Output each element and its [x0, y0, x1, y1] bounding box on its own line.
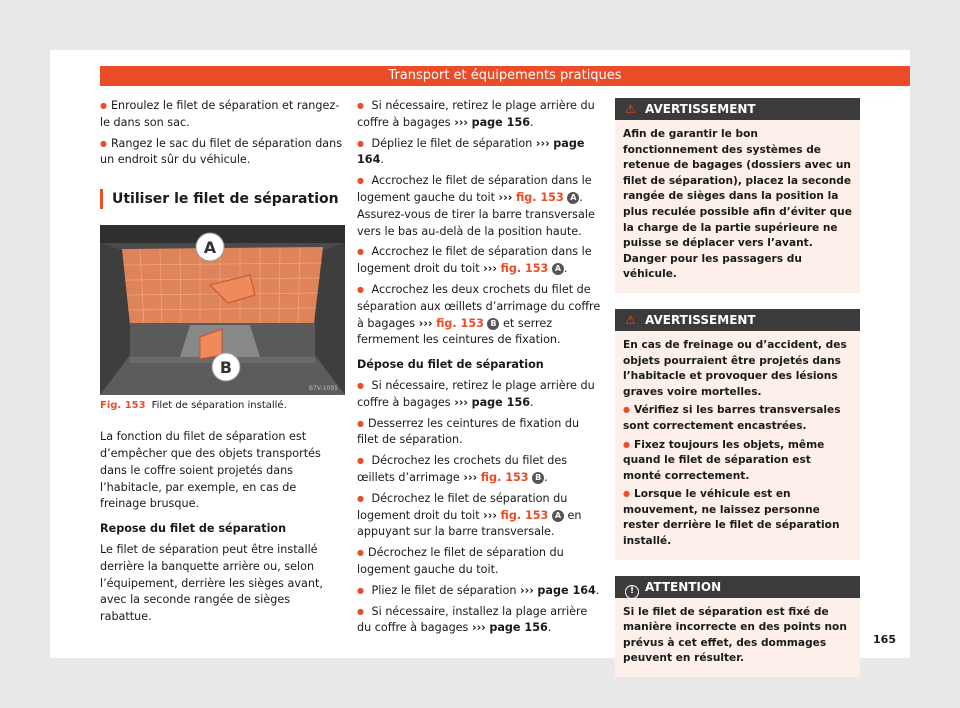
step-item: ● Dépliez le filet de séparation ››› page 164. [357, 136, 602, 170]
warning-header: ⚠ AVERTISSEMENT [615, 309, 860, 331]
page-link[interactable]: page 156 [489, 621, 548, 635]
step-item: ● Décrochez le filet de séparation du logement gauche du toit. [357, 545, 602, 579]
step-item: ● Pliez le filet de séparation ››› page 164. [357, 583, 602, 600]
info-circle-icon: ! [625, 585, 639, 599]
figure-link[interactable]: fig. 153 [480, 470, 529, 484]
figure-caption [100, 399, 345, 413]
subheading-install: Repose du filet de séparation [100, 522, 287, 536]
warning-box [615, 309, 860, 560]
attention-body: Si le filet de séparation est fixé de manière incorrecte en des points non prévus à cet effet, des dommages peuvent en résulter. [623, 605, 847, 665]
figure-link[interactable]: fig. 153 [436, 316, 484, 330]
callout-b: B [219, 358, 233, 378]
step-item: ● Si nécessaire, installez la plage arrière du coffre à bagages ››› page 156. [357, 604, 602, 638]
figure-link[interactable]: fig. 153 [500, 262, 549, 276]
step-item: ● Si nécessaire, retirez le plage arrière du coffre à bagages ››› page 156. [357, 98, 602, 132]
step-item: ● Accrochez les deux crochets du filet de séparation aux œillets d’arrimage du coffre à bagages ››› fig. 153 B et serrez fermement les ceintures de fixation. [357, 282, 602, 349]
step-item: ● Si nécessaire, retirez le plage arrière du coffre à bagages ››› page 156. [357, 378, 602, 412]
bullet-item: ● Enroulez le filet de séparation et rangez-le dans son sac. [100, 98, 345, 132]
step-item: ● Décrochez les crochets du filet des œillets d’arrimage ››› fig. 153 B . [357, 453, 602, 487]
warning-triangle-icon: ⚠ [625, 312, 636, 327]
warning-bullet: ● Fixez toujours les objets, même quand le filet de séparation est monté correctement. [623, 437, 852, 485]
step-item: ● Décrochez le filet de séparation du logement droit du toit ››› fig. 153 A en appuyant sur la barre transversale. [357, 491, 602, 541]
warning-box [615, 98, 860, 293]
callout-badge-a: A [567, 192, 579, 204]
section-title: Utiliser le filet de séparation [100, 189, 345, 209]
figure-caption-text: Filet de séparation installé. [151, 400, 287, 412]
figure-link[interactable]: fig. 153 [515, 190, 564, 204]
figure-code: B7V-1095 [308, 385, 338, 393]
figure-label: Fig. 153 [100, 400, 146, 412]
body-paragraph: Le filet de séparation peut être installé derrière la banquette arrière ou, selon l’équipement, derrière les sièges avant, avec la seconde rangée de sièges rabattue. [100, 542, 323, 624]
page-link[interactable]: page 164 [537, 583, 596, 597]
bullet-item: ● Rangez le sac du filet de séparation dans un endroit sûr du véhicule. [100, 136, 345, 170]
intro-paragraph: La fonction du filet de séparation est d’empêcher que des objets transportés dans le coffre soient projetés dans l’habitacle, par exemple, en cas de freinage brusque. [100, 430, 321, 511]
warning-bullet: ● Lorsque le véhicule est en mouvement, ne laissez personne rester derrière le filet de séparation installé. [623, 486, 852, 549]
attention-box [615, 576, 860, 677]
callout-badge-a: A [552, 263, 564, 275]
page [50, 50, 910, 665]
warning-body: En cas de freinage ou d’accident, des objets pourraient être projetés dans l’habitacle et provoquer des lésions graves voire mortelles. ● Vérifiez si les barres transversales sont correctement encastrées. ● Fixez toujours les objets, même quand le filet de séparation est monté correctement. ● Lorsque le véhicule est en mouvement, ne laissez personne rester derrière le filet de séparation installé. [615, 331, 860, 560]
cargo-net-illustration [100, 225, 345, 395]
step-item: ● Desserrez les ceintures de fixation du filet de séparation. [357, 416, 602, 450]
figure-link[interactable]: fig. 153 [500, 508, 549, 522]
warning-header: ⚠ AVERTISSEMENT [615, 98, 860, 120]
step-item: ● Accrochez le filet de séparation dans le logement droit du toit ››› fig. 153 A . [357, 244, 602, 278]
callout-badge-b: B [487, 318, 499, 330]
warning-bullet: ● Vérifiez si les barres transversales sont correctement encastrées. [623, 402, 852, 434]
page-link[interactable]: page 164 [357, 136, 585, 167]
column-right [615, 98, 860, 693]
column-middle [357, 98, 602, 641]
subheading-remove: Dépose du filet de séparation [357, 358, 544, 372]
step-item: ● Accrochez le filet de séparation dans le logement gauche du toit ››› fig. 153 A . Assurez-vous de tirer la barre transversale vers le bas au-delà de la position haute. [357, 173, 602, 240]
callout-badge-a: A [552, 510, 564, 522]
chapter-header: Transport et équipements pratiques [100, 66, 910, 86]
page-link[interactable]: page 156 [471, 395, 531, 409]
warning-triangle-icon: ⚠ [625, 102, 636, 116]
attention-header: ! ATTENTION [615, 576, 860, 598]
callout-badge-b: B [532, 472, 544, 484]
figure-153 [100, 225, 345, 395]
column-left [100, 98, 345, 630]
page-number: 165 [873, 633, 896, 646]
page-link[interactable]: page 156 [471, 115, 531, 129]
warning-body: Afin de garantir le bon fonctionnement des systèmes de retenue de bagages (dossiers avec un filet de séparation), placez la seconde rangée de sièges dans la position la plus reculée possible afin d’éviter que la charge de la partie supérieure ne puisse se déplacer vers l’avant. Danger pour les passagers du véhicule. [623, 128, 852, 281]
callout-a: A [203, 238, 217, 258]
